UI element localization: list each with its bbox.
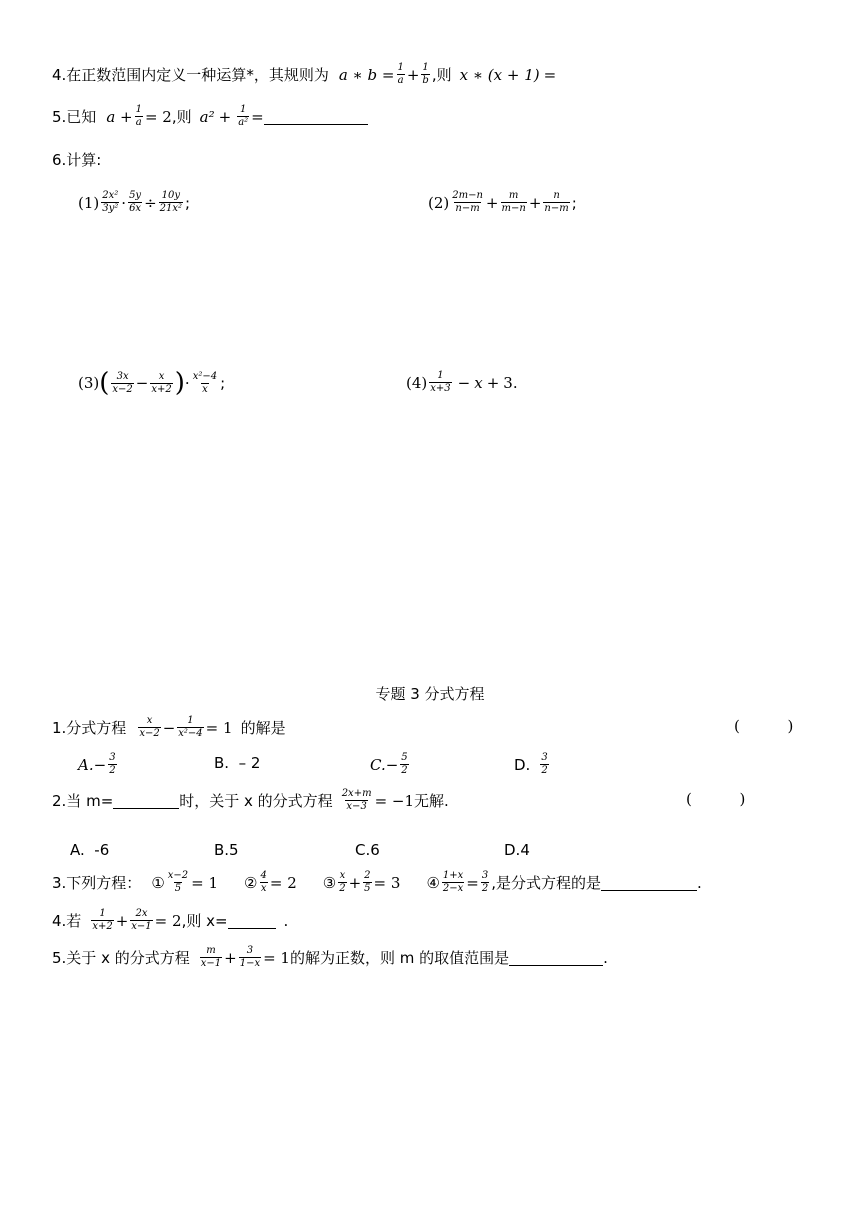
- fraction: $\frac{1}{a}$: [135, 104, 142, 128]
- circle-1: ①: [151, 873, 165, 892]
- q5-equals: =: [251, 107, 264, 126]
- q4-equals: =: [543, 65, 557, 84]
- s2-option-c[interactable]: C.6: [355, 841, 380, 859]
- s4-label: 4.若: [52, 911, 82, 930]
- question-6: [52, 149, 101, 171]
- semicolon: ;: [220, 374, 226, 392]
- s-question-2: 2.当 m= 时，关于 x 的分式方程 $\frac{2x+m}{x-3}$ = −1 无解.: [52, 788, 449, 812]
- s1-option-a[interactable]: A. − $\frac{3}{2}$: [78, 752, 116, 776]
- period: .: [512, 373, 518, 392]
- s-question-5: 5.关于 x 的分式方程 $\frac{m}{x-1}$ + $\frac{3}{1-x}$ = 1 的解为正数，则 m 的取值范围是 .: [52, 945, 608, 969]
- part-number: (1): [78, 193, 100, 212]
- q6-part-1: (1) $\frac{\text{2x²}}{\text{3y²}}$ · $\frac{5y}{6x}$ ÷ $\frac{10y}{\text{21x²}}$ ;: [78, 190, 191, 214]
- q6-part-2: (2) $\frac{2m-n}{n-m}$ + $\frac{m}{m-n}$ + $\frac{n}{n-m}$ ;: [428, 190, 577, 214]
- section-title: 专题 3 分式方程: [375, 685, 485, 703]
- s2-tail: 无解.: [414, 791, 449, 810]
- answer-blank[interactable]: [228, 912, 276, 929]
- q5-label: 5.已知: [52, 107, 97, 126]
- q5-then: ,则: [171, 107, 192, 126]
- s1-option-d[interactable]: D. $\frac{3}{2}$: [514, 752, 548, 776]
- s2-option-b[interactable]: B.5: [214, 841, 239, 859]
- answer-blank[interactable]: [264, 108, 368, 125]
- s2-option-a[interactable]: A. -6: [70, 841, 110, 859]
- q6-part-3: (3) ( $\frac{3x}{x-2}$ − $\frac{x}{x+2}$ ) · $\frac{\text{x²−4}}{x}$ ;: [78, 368, 226, 398]
- part-number: (3): [78, 374, 100, 392]
- s1-tail: 的解是: [240, 718, 286, 737]
- answer-blank[interactable]: [113, 792, 179, 809]
- s2-option-d[interactable]: D.4: [504, 841, 530, 859]
- s1-label: 1.分式方程: [52, 718, 127, 737]
- answer-blank[interactable]: [509, 949, 603, 966]
- s3-label: 3.下列方程：: [52, 873, 142, 892]
- s-question-1: 1.分式方程 $\frac{x}{x-2}$ − $\frac{1}{\text{x²−4}}$ = 1 的解是: [52, 715, 286, 739]
- s-question-3: 3.下列方程： ① $\frac{x-2}{5}$ = 1 ② $\frac{4}{x}$ = 2 ③ $\frac{x}{2}$ + $\frac{2}{5}$ = 3 ④ $\frac{1+x}{2-x}$ = $\frac{3}{2}$ ,是分式方程的是 .: [52, 870, 702, 894]
- s3-tail: ,是分式方程的是: [491, 873, 602, 892]
- s2-label: 2.当 m=: [52, 791, 114, 810]
- circle-3: ③: [322, 873, 337, 892]
- s4-mid: ,则 x=: [181, 911, 228, 930]
- fraction: $\frac{1}{\text{a²}}$: [238, 104, 249, 128]
- q4-label: 4.在正数范围内定义一种运算*，其规则为: [52, 65, 329, 84]
- s1-answer-bracket[interactable]: ( ): [734, 717, 794, 735]
- circle-2: ②: [244, 873, 258, 892]
- semicolon: ;: [571, 193, 577, 212]
- answer-blank[interactable]: [601, 874, 697, 891]
- s5-tail: 的解为正数，则 m 的取值范围是: [289, 948, 510, 967]
- s2-answer-bracket[interactable]: ( ): [686, 790, 746, 808]
- s-question-4: 4.若 $\frac{1}{x+2}$ + $\frac{2x}{x-1}$ = 2 ,则 x= .: [52, 908, 289, 932]
- part-number: (4): [406, 373, 428, 392]
- fraction: $\frac{1}{b}$: [422, 62, 429, 86]
- s1-option-b[interactable]: B. – 2: [214, 754, 261, 772]
- question-4: 4.在正数范围内定义一种运算*，其规则为 a ∗ b = $\frac{1}{a}$ + $\frac{1}{b}$ ,则 x ∗ (x + 1) =: [52, 62, 557, 86]
- s2-mid: 时，关于 x 的分式方程: [179, 791, 333, 810]
- q4-then: ,则: [431, 65, 452, 84]
- s1-option-c[interactable]: C. − $\frac{5}{2}$: [370, 752, 408, 776]
- question-5: 5.已知 a + $\frac{1}{a}$ = 2 ,则 a² + $\frac{1}{\text{a²}}$ =: [52, 104, 368, 129]
- fraction: $\frac{1}{a}$: [397, 62, 404, 86]
- circle-4: ④: [426, 873, 440, 892]
- q6-label: 6.计算:: [52, 151, 102, 169]
- q6-part-4: (4) $\frac{1}{x+3}$ − x + 3 .: [406, 370, 518, 394]
- s5-label: 5.关于 x 的分式方程: [52, 948, 190, 967]
- semicolon: ;: [185, 193, 191, 212]
- part-number: (2): [428, 193, 450, 212]
